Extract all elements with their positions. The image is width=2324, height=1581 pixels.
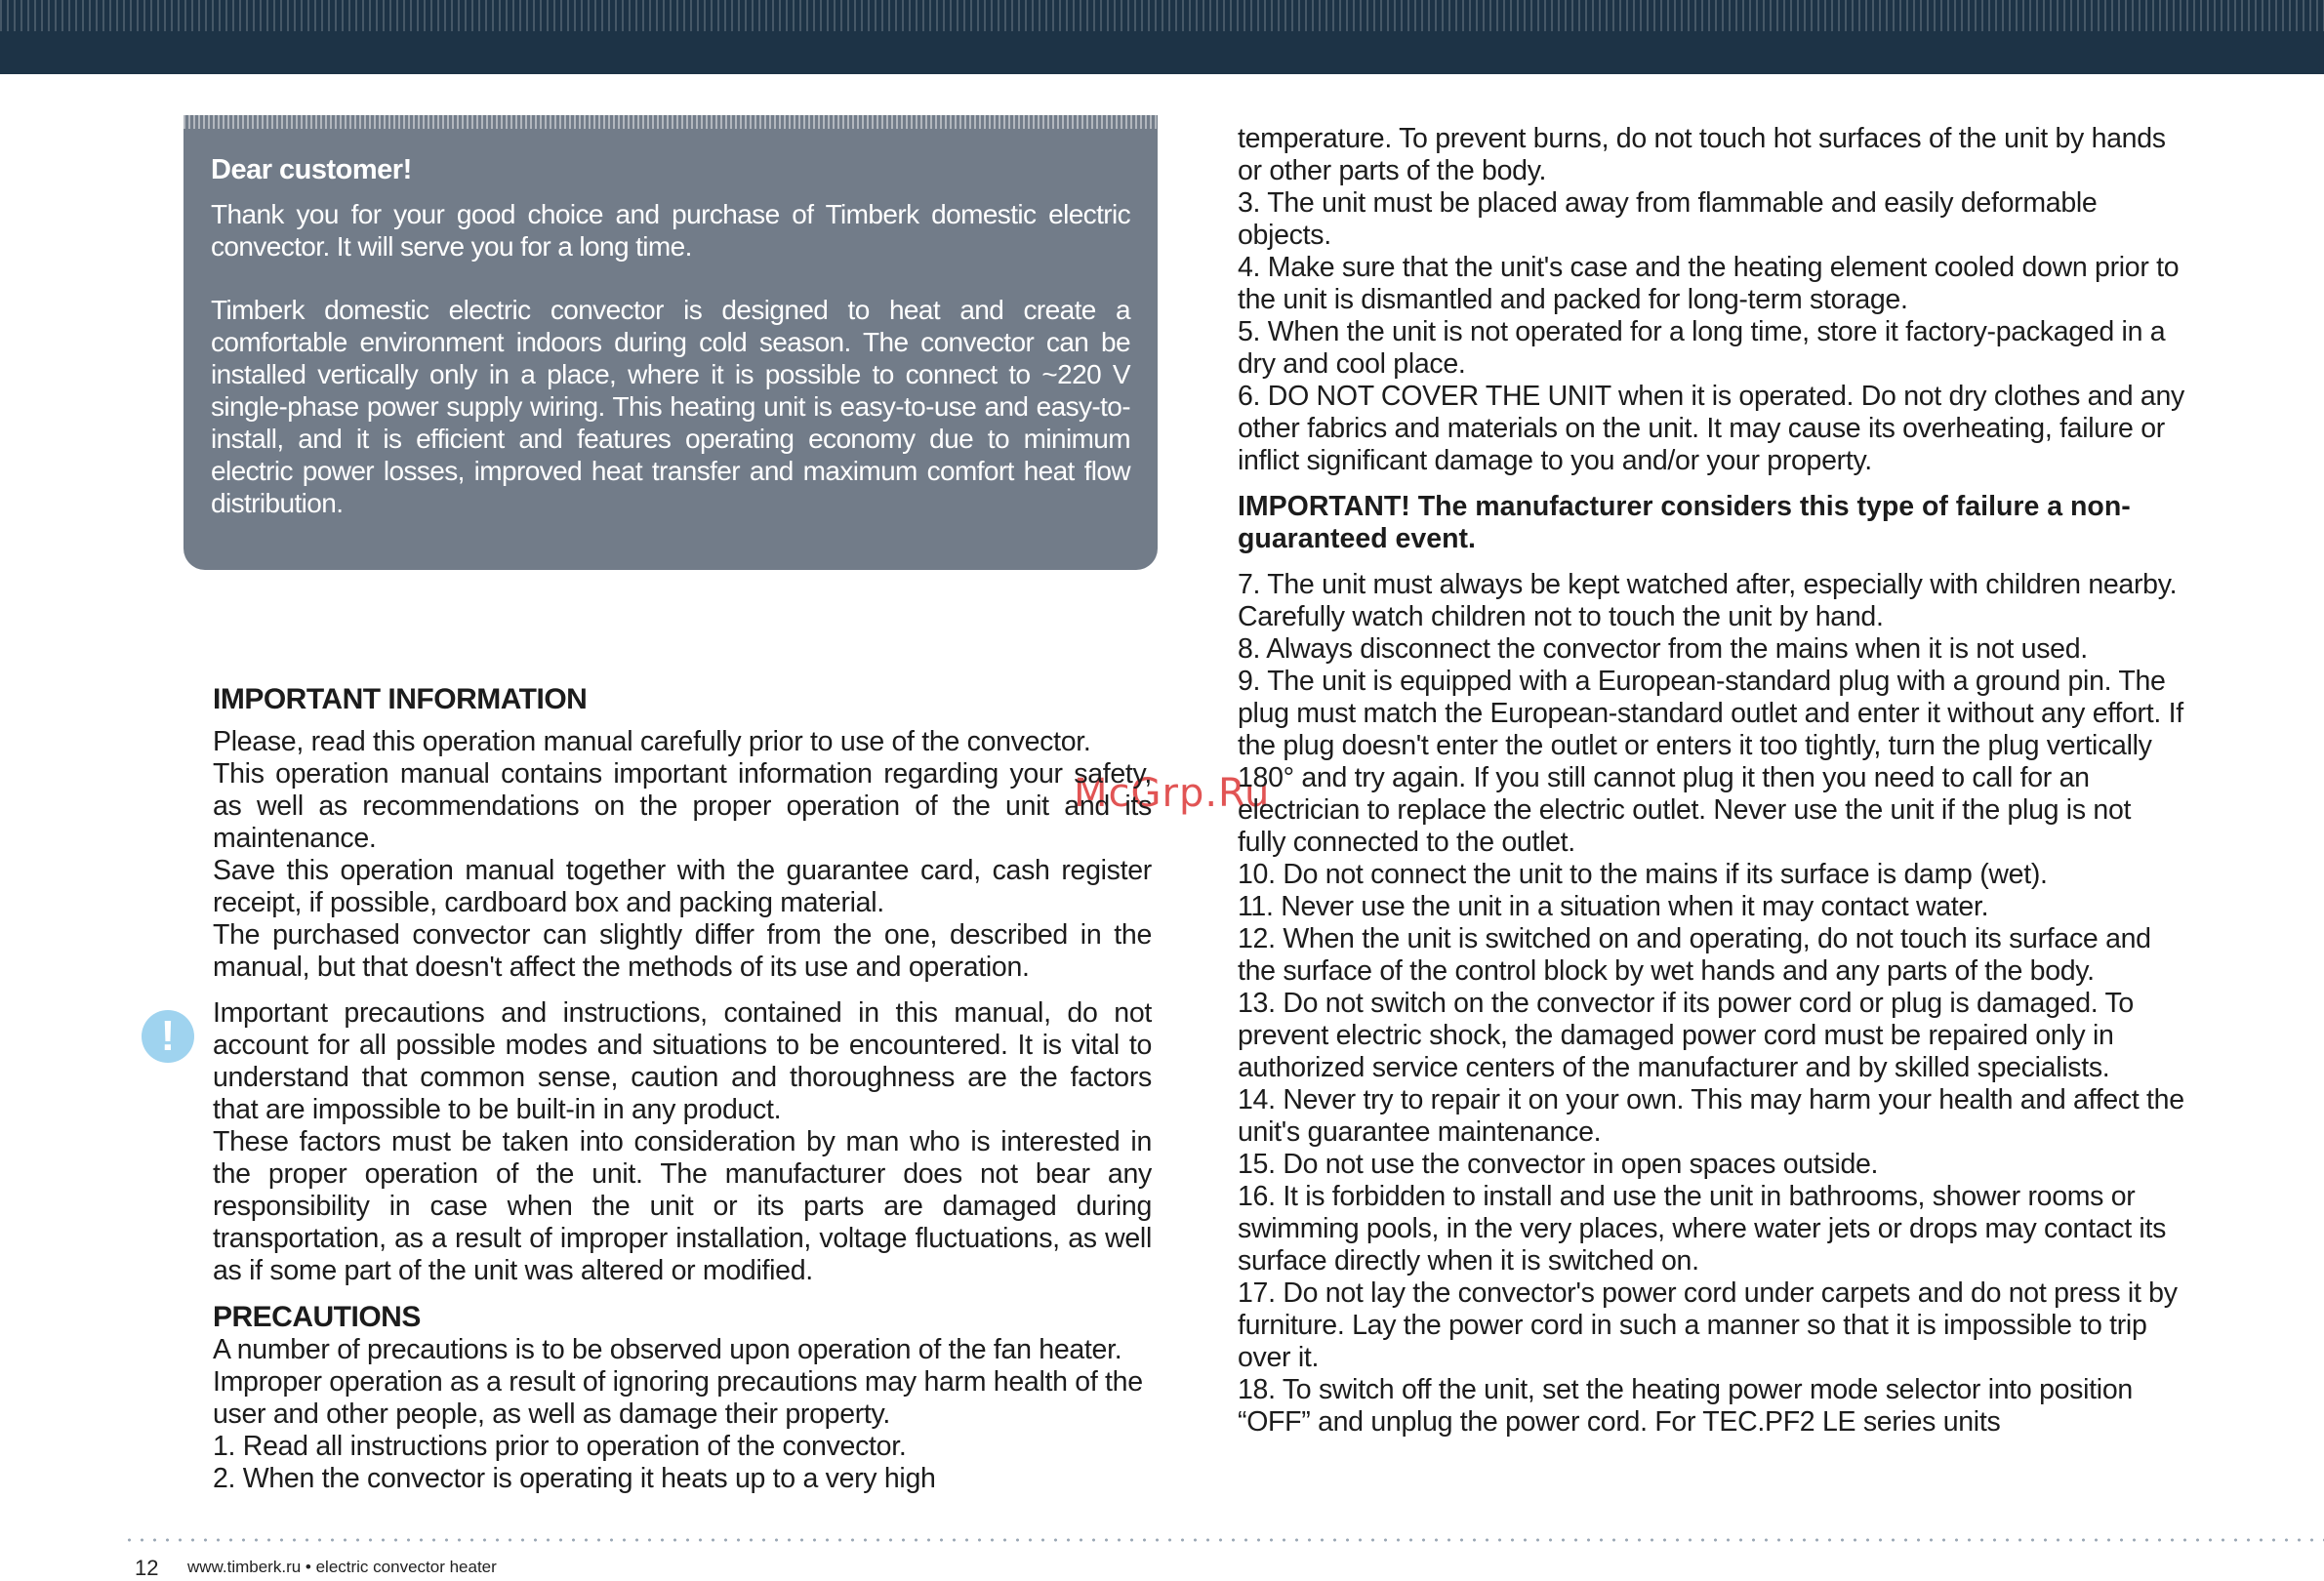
important-p1: Please, read this operation manual carefully prior to use of the convector.	[213, 726, 1091, 757]
precautions-item-14: 14. Never try to repair it on your own. This may harm your health and affect the unit's guarantee maintenance.	[1238, 1084, 2184, 1148]
page-number: 12	[135, 1556, 159, 1580]
precautions-item-10: 10. Do not connect the unit to the mains if its surface is damp (wet).	[1238, 859, 2048, 890]
precautions-item-2: 2. When the convector is operating it heats up to a very high	[213, 1463, 936, 1494]
precautions-item-5: 5. When the unit is not operated for a long time, store it factory-packaged in a dry and cool place.	[1238, 316, 2166, 380]
precautions-item-11: 11. Never use the unit in a situation when it may contact water.	[1238, 891, 1989, 922]
precautions-item-9: 9. The unit is equipped with a European-standard plug with a ground pin. The plug must match the European-standard outlet and enter it without any effort. If the plug doesn't enter the outlet or enters it too tightly, turn the plug vertically 180° and try again. If you still cannot plug it then you need to call for an electrician to replace the electric outlet. Never use the unit if the plug is not fully connected to the outlet.	[1238, 666, 2183, 858]
precautions-item-18: 18. To switch off the unit, set the heating power mode selector into position “OFF” and unplug the power cord. For TEC.PF2 LE series units	[1238, 1374, 2133, 1438]
precautions-item-15: 15. Do not use the convector in open spaces outside.	[1238, 1149, 1879, 1180]
precautions-item-6: 6. DO NOT COVER THE UNIT when it is operated. Do not dry clothes and any other fabrics and materials on the unit. It may cause its overheating, failure or inflict significant damage to you and/or your property.	[1238, 381, 2184, 476]
precautions-item-1: 1. Read all instructions prior to operation of the convector.	[213, 1431, 907, 1462]
precautions-item-3: 3. The unit must be placed away from flammable and easily deformable objects.	[1238, 187, 2098, 251]
welcome-title: Dear customer!	[211, 154, 412, 185]
welcome-paragraph-1: Thank you for your good choice and purchase of Timberk domestic electric convector. It will serve you for a long time.	[211, 199, 1130, 262]
right-column	[1238, 123, 2184, 1439]
precautions-item-12: 12. When the unit is switched on and operating, do not touch its surface and the surface of the control block by wet hands and any parts of the body.	[1238, 923, 2151, 987]
footer-divider	[123, 1538, 2324, 1542]
precautions-intro: A number of precautions is to be observed upon operation of the fan heater. Improper operation as a result of ignoring precautions may harm health of the user and other people, as well as damage their property.	[213, 1334, 1143, 1430]
watermark: McGrp.Ru	[1074, 771, 1271, 816]
precautions-item-8: 8. Always disconnect the convector from the mains when it is not used.	[1238, 633, 2088, 665]
precautions-heading: PRECAUTIONS	[213, 1301, 421, 1333]
important-heading: IMPORTANT INFORMATION	[213, 683, 588, 715]
footer-text: www.timberk.ru • electric convector heater	[187, 1558, 497, 1576]
welcome-paragraph-2: Timberk domestic electric convector is designed to heat and create a comfortable environment indoors during cold season. The convector can be installed vertically only in a place, where it is possible to connect to ~220 V single-phase power supply wiring. This heating unit is easy-to-use and easy-to-install, and it is efficient and features operating economy due to minimum electric power losses, improved heat transfer and maximum comfort heat flow distribution.	[211, 295, 1130, 518]
left-column	[213, 683, 1152, 1495]
header-bar	[0, 0, 2324, 74]
important-p2: This operation manual contains important information regarding your safety, as well as recommendations on the proper operation of the unit and its maintenance.	[213, 758, 1152, 854]
welcome-box	[183, 115, 1158, 570]
precautions-item-4: 4. Make sure that the unit's case and the heating element cooled down prior to the unit is dismantled and packed for long-term storage.	[1238, 252, 2180, 315]
important-p3: Save this operation manual together with the guarantee card, cash register receipt, if possible, cardboard box and packing material.	[213, 855, 1152, 918]
precautions-item-13: 13. Do not switch on the convector if its power cord or plug is damaged. To prevent electric shock, the damaged power cord must be repaired only in authorized service centers of the manufacturer and by skilled specialists.	[1238, 988, 2134, 1083]
important-p6: These factors must be taken into consideration by man who is interested in the proper operation of the unit. The manufacturer does not bear any responsibility in case when the unit or its parts are damaged during transportation, as a result of improper installation, voltage fluctuations, as well as if some part of the unit was altered or modified.	[213, 1126, 1152, 1286]
precautions-item-16: 16. It is forbidden to install and use the unit in bathrooms, shower rooms or swimming pools, in the very places, where water jets or drops may contact its surface directly when it is switched on.	[1238, 1181, 2167, 1277]
important-note: IMPORTANT! The manufacturer considers this type of failure a non-guaranteed event.	[1238, 491, 2131, 554]
important-p5: Important precautions and instructions, contained in this manual, do not account for all possible modes and situations to be encountered. It is vital to understand that common sense, caution and thoroughness are the factors that are impossible to be built-in in any product.	[213, 997, 1152, 1125]
precautions-continued: temperature. To prevent burns, do not touch hot surfaces of the unit by hands or other parts of the body.	[1238, 123, 2166, 186]
precautions-item-7: 7. The unit must always be kept watched after, especially with children nearby. Carefully watch children not to touch the unit by hand.	[1238, 569, 2178, 632]
precautions-item-17: 17. Do not lay the convector's power cord under carpets and do not press it by furniture. Lay the power cord in such a manner so that it is impossible to trip over it.	[1238, 1277, 2178, 1373]
exclamation-icon: !	[142, 1010, 194, 1063]
important-p4: The purchased convector can slightly differ from the one, described in the manual, but that doesn't affect the methods of its use and operation.	[213, 919, 1152, 983]
